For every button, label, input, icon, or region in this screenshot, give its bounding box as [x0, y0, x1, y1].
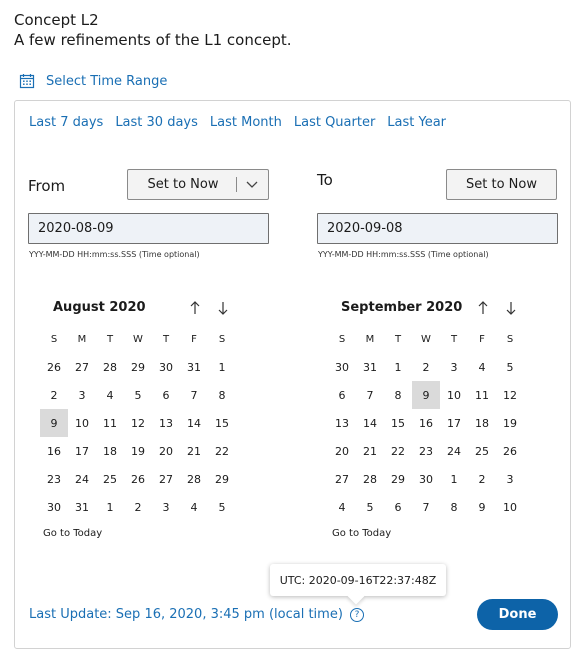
calendar-day[interactable]: 6 — [338, 388, 346, 402]
select-time-range-link[interactable] — [19, 71, 167, 91]
calendar-day[interactable]: 16 — [47, 444, 61, 458]
calendar-day[interactable]: 25 — [475, 444, 489, 458]
calendar-day[interactable]: 29 — [131, 360, 145, 374]
calendar-day[interactable]: 8 — [218, 388, 226, 402]
select-time-range-label: Select Time Range — [46, 73, 168, 89]
calendar-day[interactable]: 17 — [447, 416, 461, 430]
calendar-day[interactable]: 1 — [394, 360, 402, 374]
calendar-day[interactable]: 5 — [366, 500, 374, 514]
calendar-day[interactable]: 16 — [419, 416, 433, 430]
utc-tooltip-text: UTC: 2020-09-16T22:37:48Z — [279, 573, 437, 587]
concept-title: Concept L2 — [14, 11, 99, 29]
done-button[interactable]: Done — [477, 599, 558, 630]
calendar-day[interactable]: 24 — [75, 472, 89, 486]
calendar-day[interactable]: 13 — [335, 416, 349, 430]
calendar-day[interactable]: 17 — [75, 444, 89, 458]
calendar-day[interactable]: 20 — [159, 444, 173, 458]
go-to-today-link[interactable]: Go to Today — [43, 528, 103, 539]
to-set-now-button[interactable]: Set to Now — [446, 169, 557, 200]
calendar-day[interactable]: 15 — [215, 416, 229, 430]
weekday-header: F — [191, 333, 197, 345]
calendar-day[interactable]: 1 — [106, 500, 114, 514]
calendar-day[interactable]: 14 — [363, 416, 377, 430]
calendar-day[interactable]: 15 — [391, 416, 405, 430]
from-label: From — [28, 177, 66, 195]
calendar-day[interactable]: 27 — [75, 360, 89, 374]
calendar-day[interactable]: 24 — [447, 444, 461, 458]
concept-subtitle: A few refinements of the L1 concept. — [14, 31, 292, 49]
help-circle-icon[interactable]: ? — [350, 608, 364, 622]
calendar-day[interactable]: 8 — [450, 500, 458, 514]
calendar-day[interactable]: 11 — [103, 416, 117, 430]
weekday-header: S — [218, 333, 226, 345]
calendar-day[interactable]: 12 — [503, 388, 517, 402]
to-format-hint: YYY-MM-DD HH:mm:ss.SSS (Time optional) — [318, 250, 489, 259]
quick-range-last-month[interactable]: Last Month — [209, 115, 282, 130]
calendar-icon — [19, 73, 35, 89]
from-set-now-split-button[interactable] — [127, 169, 269, 200]
calendar-day[interactable]: 29 — [391, 472, 405, 486]
calendar-day[interactable]: 10 — [75, 416, 89, 430]
calendar-day[interactable]: 27 — [335, 472, 349, 486]
calendar-day-selected[interactable]: 9 — [40, 409, 68, 437]
calendar-day[interactable]: 31 — [363, 360, 377, 374]
calendar-day[interactable]: 29 — [215, 472, 229, 486]
from-format-hint: YYY-MM-DD HH:mm:ss.SSS (Time optional) — [29, 250, 200, 259]
calendar-day-selected[interactable]: 9 — [412, 381, 440, 409]
weekday-header: T — [106, 333, 114, 345]
calendar-day[interactable]: 2 — [134, 500, 142, 514]
calendar-day[interactable]: 20 — [335, 444, 349, 458]
calendar-day[interactable]: 18 — [475, 416, 489, 430]
calendar-day[interactable]: 8 — [394, 388, 402, 402]
from-set-now-label: Set to Now — [147, 177, 219, 192]
weekday-header: T — [162, 333, 170, 345]
calendar-day[interactable]: 21 — [363, 444, 377, 458]
arrow-down-icon[interactable] — [216, 300, 230, 314]
calendar-day[interactable]: 5 — [218, 500, 226, 514]
calendar-day[interactable]: 28 — [103, 360, 117, 374]
quick-range-last-year[interactable]: Last Year — [387, 115, 447, 130]
calendar-day[interactable]: 6 — [162, 388, 170, 402]
calendar-day[interactable]: 19 — [503, 416, 517, 430]
calendar-day[interactable]: 4 — [338, 500, 346, 514]
to-label: To — [317, 171, 333, 189]
calendar-day[interactable]: 12 — [131, 416, 145, 430]
split-divider — [236, 177, 237, 192]
weekday-header: M — [365, 333, 375, 345]
go-to-today-link[interactable]: Go to Today — [332, 528, 392, 539]
calendar-day[interactable]: 22 — [391, 444, 405, 458]
calendar-day[interactable]: 30 — [419, 472, 433, 486]
calendar-day[interactable]: 2 — [478, 472, 486, 486]
calendar-day[interactable]: 30 — [159, 360, 173, 374]
time-range-panel — [14, 100, 571, 649]
calendar-day[interactable]: 30 — [335, 360, 349, 374]
weekday-header: W — [421, 333, 431, 345]
calendar-day[interactable]: 18 — [103, 444, 117, 458]
calendar-day[interactable]: 7 — [190, 388, 198, 402]
calendar-day[interactable]: 28 — [363, 472, 377, 486]
calendar-day[interactable]: 31 — [187, 360, 201, 374]
calendar-day[interactable]: 5 — [134, 388, 142, 402]
calendar-day[interactable]: 2 — [422, 360, 430, 374]
calendar-day[interactable]: 30 — [47, 500, 61, 514]
calendar-day[interactable]: 4 — [478, 360, 486, 374]
last-update-text: Last Update: Sep 16, 2020, 3:45 pm (local time) — [29, 607, 343, 622]
calendar-day[interactable]: 19 — [131, 444, 145, 458]
quick-range-last-quarter[interactable]: Last Quarter — [293, 115, 376, 130]
calendar-day[interactable]: 3 — [78, 388, 86, 402]
calendar-day[interactable]: 23 — [419, 444, 433, 458]
calendar-day[interactable]: 4 — [106, 388, 114, 402]
to-date-input[interactable] — [317, 213, 558, 244]
calendar-day[interactable]: 10 — [503, 500, 517, 514]
calendar-day[interactable]: 23 — [47, 472, 61, 486]
from-date-input[interactable] — [28, 213, 269, 244]
calendar-day[interactable]: 14 — [187, 416, 201, 430]
quick-range-last-7-days[interactable]: Last 7 days — [29, 115, 104, 130]
calendar-day[interactable]: 28 — [187, 472, 201, 486]
weekday-header: M — [77, 333, 87, 345]
calendar-day[interactable]: 3 — [450, 360, 458, 374]
weekday-header: F — [479, 333, 485, 345]
arrow-up-icon[interactable] — [188, 300, 202, 314]
calendar-day[interactable]: 26 — [131, 472, 145, 486]
calendar-day[interactable]: 9 — [478, 500, 486, 514]
weekday-header: T — [450, 333, 458, 345]
quick-range-list — [29, 115, 446, 130]
tooltip-arrow — [348, 588, 365, 605]
weekday-header: S — [50, 333, 58, 345]
calendar-day[interactable]: 27 — [159, 472, 173, 486]
calendar-day[interactable]: 25 — [103, 472, 117, 486]
calendar-day[interactable]: 1 — [450, 472, 458, 486]
calendar-day[interactable]: 3 — [162, 500, 170, 514]
arrow-down-icon[interactable] — [504, 300, 518, 314]
weekday-header: S — [338, 333, 346, 345]
calendar-day[interactable]: 22 — [215, 444, 229, 458]
calendar-day[interactable]: 11 — [475, 388, 489, 402]
weekday-header: W — [133, 333, 143, 345]
quick-range-last-30-days[interactable]: Last 30 days — [115, 115, 198, 130]
utc-tooltip — [270, 564, 446, 596]
calendar-day[interactable]: 6 — [394, 500, 402, 514]
calendar-day[interactable]: 31 — [75, 500, 89, 514]
calendar-day[interactable]: 3 — [506, 472, 514, 486]
chevron-down-icon[interactable] — [245, 176, 259, 198]
calendar-month-title: August 2020 — [53, 300, 146, 315]
calendar-day[interactable]: 7 — [366, 388, 374, 402]
calendar-day[interactable]: 13 — [159, 416, 173, 430]
calendar-day[interactable]: 26 — [503, 444, 517, 458]
calendar-day[interactable]: 26 — [47, 360, 61, 374]
calendar-day[interactable]: 7 — [422, 500, 430, 514]
arrow-up-icon[interactable] — [476, 300, 490, 314]
calendar-day[interactable]: 1 — [218, 360, 226, 374]
calendar-day[interactable]: 4 — [190, 500, 198, 514]
calendar-month-title: September 2020 — [341, 300, 463, 315]
weekday-header: T — [394, 333, 402, 345]
calendar-day[interactable]: 5 — [506, 360, 514, 374]
weekday-header: S — [506, 333, 514, 345]
calendar-day[interactable]: 21 — [187, 444, 201, 458]
calendar-day[interactable]: 2 — [50, 388, 58, 402]
calendar-day[interactable]: 10 — [447, 388, 461, 402]
